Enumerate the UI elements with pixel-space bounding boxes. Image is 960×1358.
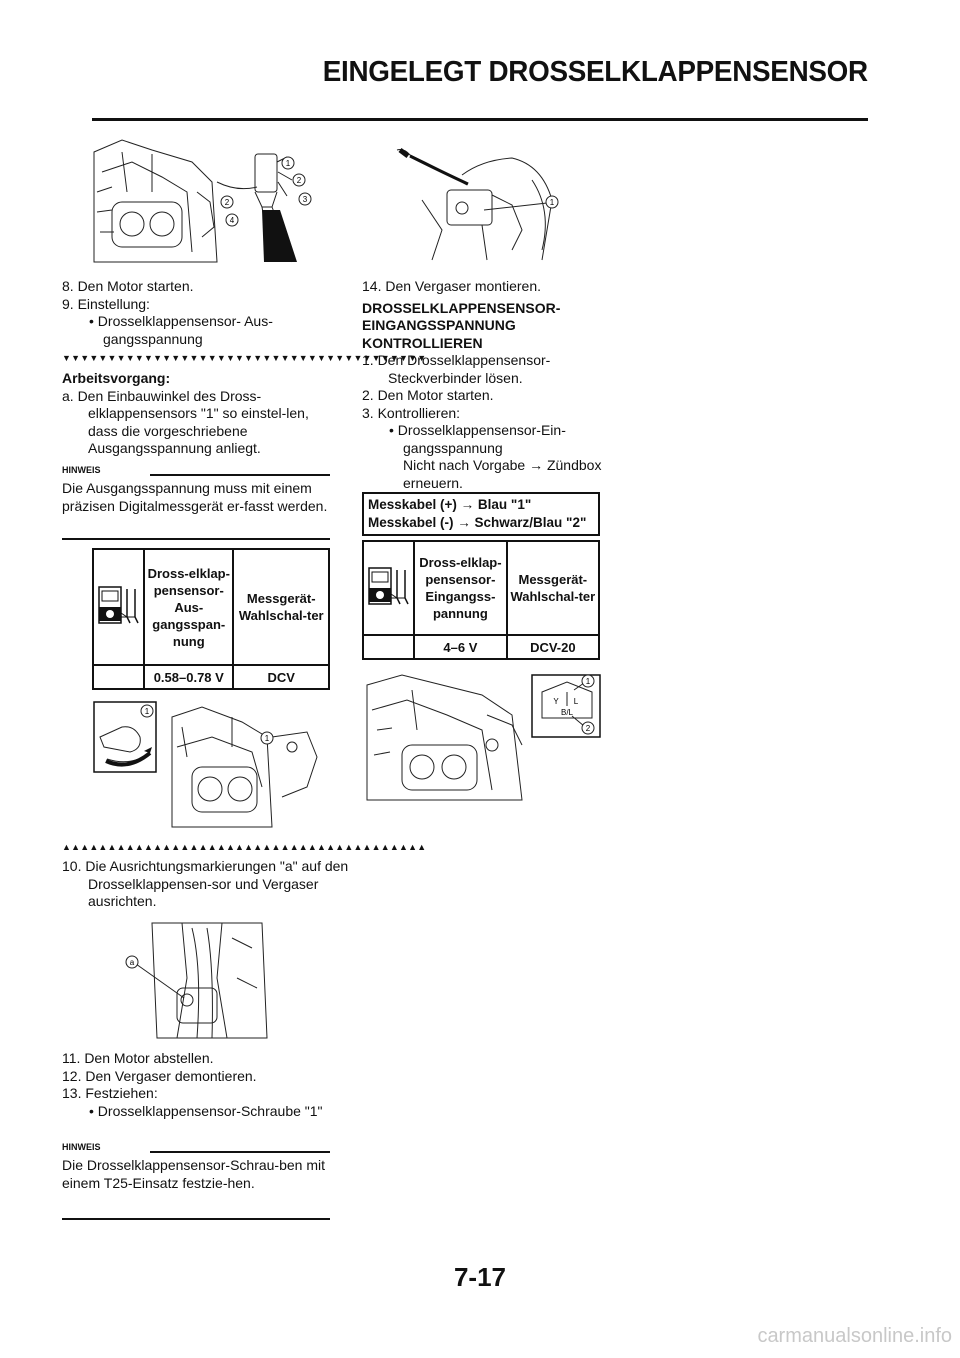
pin-y-label: Y [553, 697, 559, 706]
table2-col2-value: DCV-20 [507, 635, 599, 659]
step-8: 8. Den Motor starten. [62, 278, 194, 294]
step-9-bullet: • Drosselklappensensor- Aus-gangsspannung [89, 313, 273, 347]
note-1-text: Die Ausgangsspannung muss mit einem präzisen Digitalmessgerät er-fasst werden. [62, 480, 328, 514]
table1-col2-header: Messgerät-Wahlschal-ter [233, 549, 329, 665]
callout-1-engine: 1 [264, 734, 270, 743]
callout-2-pin: 2 [585, 724, 591, 733]
right-step-2: 2. Den Motor starten. [362, 387, 494, 403]
step-13: 13. Festziehen: [62, 1085, 158, 1101]
step-13-bullet: • Drosselklappensensor-Schraube "1" [89, 1102, 323, 1119]
note-2-text: Die Drosselklappensensor-Schrau-ben mit einem T25-Einsatz festzie-hen. [62, 1157, 326, 1191]
pin-l-label: L [573, 697, 579, 706]
table1-col1-header: Dross-elklap-pensensor-Aus-gangsspan-nung [144, 549, 233, 665]
note-2-end-rule [62, 1218, 330, 1220]
step-12: 12. Den Vergaser demontieren. [62, 1067, 257, 1084]
callout-4: 4 [229, 216, 235, 225]
procedure-start-marker: ▼▼▼▼▼▼▼▼▼▼▼▼▼▼▼▼▼▼▼▼▼▼▼▼▼▼▼▼▼▼▼▼▼▼▼▼▼▼▼▼ [62, 353, 427, 363]
pin-bl-label: B/L [560, 708, 574, 717]
right-step-3-line2: Nicht nach Vorgabe → Zündbox erneuern. [403, 457, 602, 491]
step-10: 10. Die Ausrichtungsmarkierungen "a" auf den Drosselklappensen-sor und Vergaser ausrichten. [62, 858, 349, 909]
note-1-end-rule [62, 538, 330, 540]
note-2-rule [150, 1151, 330, 1153]
multimeter-icon [367, 564, 411, 608]
title-rule [92, 118, 868, 121]
multimeter-icon [97, 583, 141, 627]
probe-positive: Messkabel (+) → Blau "1" [368, 497, 532, 512]
probe-connection-box [362, 492, 600, 536]
table2-col1-header: Dross-elklap-pensensor-Eingangss-pannung [414, 541, 507, 635]
alignment-marks-illustration [122, 918, 282, 1043]
step-11: 11. Den Motor abstellen. [62, 1050, 214, 1066]
step-9: 9. Einstellung: [62, 295, 150, 312]
table1-col1-value: 0.58–0.78 V [144, 665, 233, 689]
callout-2: 2 [296, 176, 302, 185]
note-1-label: HINWEIS [62, 465, 101, 475]
procedure-label: Arbeitsvorgang: [62, 370, 171, 386]
note-1-rule [150, 474, 330, 476]
spec-table-output-voltage [92, 548, 330, 690]
watermark: carmanualsonline.info [757, 1325, 952, 1347]
procedure-end-marker: ▲▲▲▲▲▲▲▲▲▲▲▲▲▲▲▲▲▲▲▲▲▲▲▲▲▲▲▲▲▲▲▲▲▲▲▲▲▲▲▲ [62, 842, 427, 852]
table2-col2-header: Messgerät-Wahlschal-ter [507, 541, 599, 635]
callout-a: a [129, 958, 135, 967]
right-step-1: 1. Den Drosselklappensensor-Steckverbinder lösen. [362, 352, 551, 386]
right-step-3-bullet: • Drosselklappensensor-Ein-gangsspannung [389, 422, 566, 456]
section-heading: DROSSELKLAPPENSENSOR-EINGANGSSPANNUNG KONTROLLIEREN [362, 299, 561, 351]
table2-col1-value: 4–6 V [414, 635, 507, 659]
callout-1-pin: 1 [585, 677, 591, 686]
sensor-adjust-illustration [92, 697, 332, 832]
table1-col2-value: DCV [233, 665, 329, 689]
callout-3: 3 [302, 195, 308, 204]
right-step-3: 3. Kontrollieren: [362, 404, 461, 421]
page-title: EINGELEGT DROSSELKLAPPENSENSOR [322, 56, 868, 88]
multimeter-icon-cell-2 [363, 541, 414, 635]
callout-2b: 2 [224, 198, 230, 207]
callout-1: 1 [285, 159, 291, 168]
engine-connector-illustration [92, 132, 332, 270]
table2-empty-cell [363, 635, 414, 659]
table1-empty-cell [93, 665, 144, 689]
note-2-label: HINWEIS [62, 1142, 101, 1152]
connector-pins-illustration [362, 670, 602, 802]
callout-1-adjust: 1 [144, 707, 150, 716]
multimeter-icon-cell [93, 549, 144, 665]
step-a: a. Den Einbauwinkel des Dross-elklappensensors "1" so einstel-len, dass die vorgeschriebene Ausgangsspannung anliegt. [62, 387, 309, 456]
page-number: 7-17 [453, 1262, 507, 1292]
carburetor-sensor-illustration [392, 140, 572, 268]
step-14: 14. Den Vergaser montieren. [362, 278, 541, 294]
callout-1-carb: 1 [549, 198, 555, 207]
probe-negative: Messkabel (-) → Schwarz/Blau "2" [368, 515, 587, 530]
spec-table-input-voltage [362, 540, 600, 660]
